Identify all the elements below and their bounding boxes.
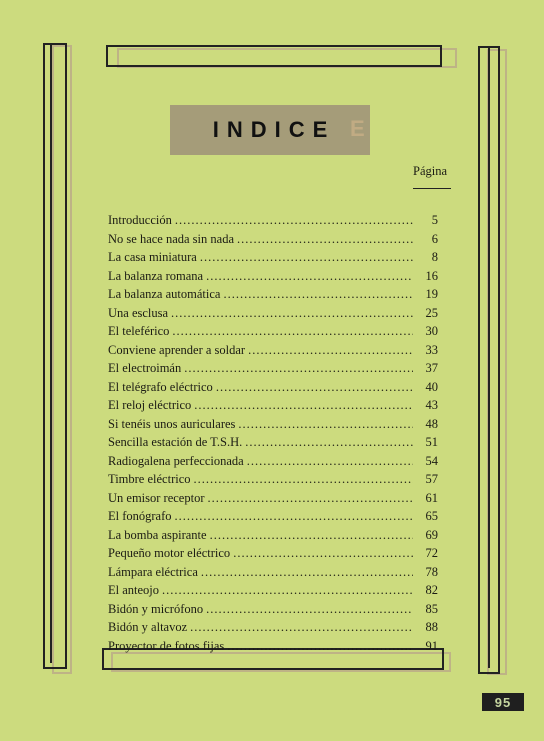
toc-entry xyxy=(108,583,438,602)
toc-entry xyxy=(108,528,438,547)
toc-entry-title: El electroimán xyxy=(108,361,182,375)
toc-entry-title: Un emisor receptor xyxy=(108,490,205,505)
toc-entry xyxy=(108,491,438,510)
toc-entry-page: 30 xyxy=(425,324,438,338)
toc-entry-page: 48 xyxy=(425,416,438,431)
toc-entry-title: El teleférico xyxy=(108,324,170,338)
toc-leader-dots xyxy=(172,324,413,339)
page-number-box xyxy=(482,693,524,711)
toc-entry-page: 40 xyxy=(425,379,438,394)
pagina-label: Página xyxy=(413,164,448,178)
toc-entry-title: La balanza automática xyxy=(108,287,221,301)
toc-leader-dots xyxy=(227,639,413,654)
toc-entry-page: 85 xyxy=(425,601,438,616)
toc-entry xyxy=(108,250,438,269)
toc-entry-title: Radiogalena perfeccionada xyxy=(108,453,244,468)
toc-entry xyxy=(108,213,438,232)
toc-entry-page: 69 xyxy=(425,527,438,542)
toc-leader-dots xyxy=(201,565,413,580)
toc-entry-page: 88 xyxy=(425,620,438,634)
toc-entry xyxy=(108,417,438,436)
toc-entry xyxy=(108,269,438,288)
toc-entry-page: 8 xyxy=(431,250,438,264)
toc-leader-dots xyxy=(184,361,413,376)
toc-entry xyxy=(108,509,438,528)
toc-entry-page: 43 xyxy=(425,398,438,412)
right-bar-inner-line xyxy=(488,48,490,668)
table-of-contents xyxy=(108,213,438,657)
toc-entry xyxy=(108,380,438,399)
toc-leader-dots xyxy=(237,232,413,247)
left-bar-inner-line xyxy=(50,45,52,663)
toc-entry xyxy=(108,454,438,473)
toc-leader-dots xyxy=(247,454,413,469)
toc-entry-page: 16 xyxy=(425,268,438,283)
toc-entry-title: Conviene aprender a soldar xyxy=(108,342,246,357)
toc-entry-page: 19 xyxy=(425,287,438,301)
toc-leader-dots xyxy=(194,398,413,413)
toc-entry xyxy=(108,324,438,343)
toc-leader-dots xyxy=(175,213,413,228)
toc-entry-title: Timbre eléctrico xyxy=(108,472,191,486)
toc-entry-page: 54 xyxy=(425,453,438,468)
toc-leader-dots xyxy=(206,602,413,617)
title-ghost-letter: E xyxy=(350,116,365,141)
toc-entry-title: El telégrafo eléctrico xyxy=(108,379,213,394)
toc-entry xyxy=(108,546,438,565)
toc-entry-title: Pequeño motor eléctrico xyxy=(108,546,231,560)
toc-entry-title: La bomba aspirante xyxy=(108,527,207,542)
toc-leader-dots xyxy=(233,546,413,561)
toc-leader-dots xyxy=(210,528,413,543)
toc-entry-title: Proyector de fotos fijas xyxy=(108,638,225,653)
toc-entry-title: Bidón y altavoz xyxy=(108,620,188,634)
toc-leader-dots xyxy=(208,491,414,506)
toc-entry-page: 25 xyxy=(425,305,438,320)
toc-entry-title: Lámpara eléctrica xyxy=(108,564,198,579)
toc-entry-title: El reloj eléctrico xyxy=(108,398,192,412)
toc-leader-dots xyxy=(245,435,413,450)
toc-entry-page: 37 xyxy=(425,361,438,375)
toc-leader-dots xyxy=(194,472,413,487)
toc-entry-title: La balanza romana xyxy=(108,268,204,283)
toc-leader-dots xyxy=(238,417,413,432)
toc-entry-title: Sencilla estación de T.S.H. xyxy=(108,435,243,449)
top-bar xyxy=(106,45,442,67)
toc-entry-page: 5 xyxy=(431,213,438,227)
toc-leader-dots xyxy=(223,287,413,302)
toc-entry xyxy=(108,639,438,658)
toc-leader-dots xyxy=(175,509,413,524)
toc-entry xyxy=(108,398,438,417)
toc-entry-title: No se hace nada sin nada xyxy=(108,231,234,246)
toc-leader-dots xyxy=(162,583,413,598)
toc-entry xyxy=(108,306,438,325)
toc-leader-dots xyxy=(171,306,413,321)
toc-entry-title: Bidón y micrófono xyxy=(108,601,204,616)
toc-leader-dots xyxy=(206,269,413,284)
toc-entry-page: 51 xyxy=(425,435,438,449)
title-box xyxy=(170,105,370,155)
pagina-underline xyxy=(413,188,451,189)
toc-entry-title: Una esclusa xyxy=(108,305,169,320)
toc-entry xyxy=(108,361,438,380)
toc-entry xyxy=(108,232,438,251)
toc-entry-page: 72 xyxy=(425,546,438,560)
page-number: 95 xyxy=(494,694,512,710)
toc-leader-dots xyxy=(216,380,413,395)
toc-leader-dots xyxy=(190,620,413,635)
toc-leader-dots xyxy=(248,343,413,358)
toc-entry-page: 78 xyxy=(425,564,438,579)
toc-entry-title: El fonógrafo xyxy=(108,509,172,523)
toc-entry-title: La casa miniatura xyxy=(108,250,197,264)
toc-entry-page: 91 xyxy=(425,638,438,653)
toc-entry xyxy=(108,343,438,362)
toc-entry-page: 6 xyxy=(431,231,438,246)
toc-entry xyxy=(108,565,438,584)
toc-entry-page: 61 xyxy=(425,490,438,505)
toc-entry-page: 82 xyxy=(425,583,438,597)
toc-entry xyxy=(108,472,438,491)
toc-entry xyxy=(108,435,438,454)
toc-entry-page: 33 xyxy=(425,342,438,357)
toc-entry xyxy=(108,620,438,639)
toc-entry-page: 65 xyxy=(425,509,438,523)
toc-entry-page: 57 xyxy=(425,472,438,486)
toc-entry-title: Si tenéis unos auriculares xyxy=(108,416,236,431)
left-bar xyxy=(43,43,67,669)
page-title: INDICE xyxy=(212,117,336,142)
toc-entry-title: El anteojo xyxy=(108,583,160,597)
toc-leader-dots xyxy=(200,250,413,265)
toc-entry xyxy=(108,602,438,621)
toc-entry-title: Introducción xyxy=(108,213,172,227)
toc-entry xyxy=(108,287,438,306)
